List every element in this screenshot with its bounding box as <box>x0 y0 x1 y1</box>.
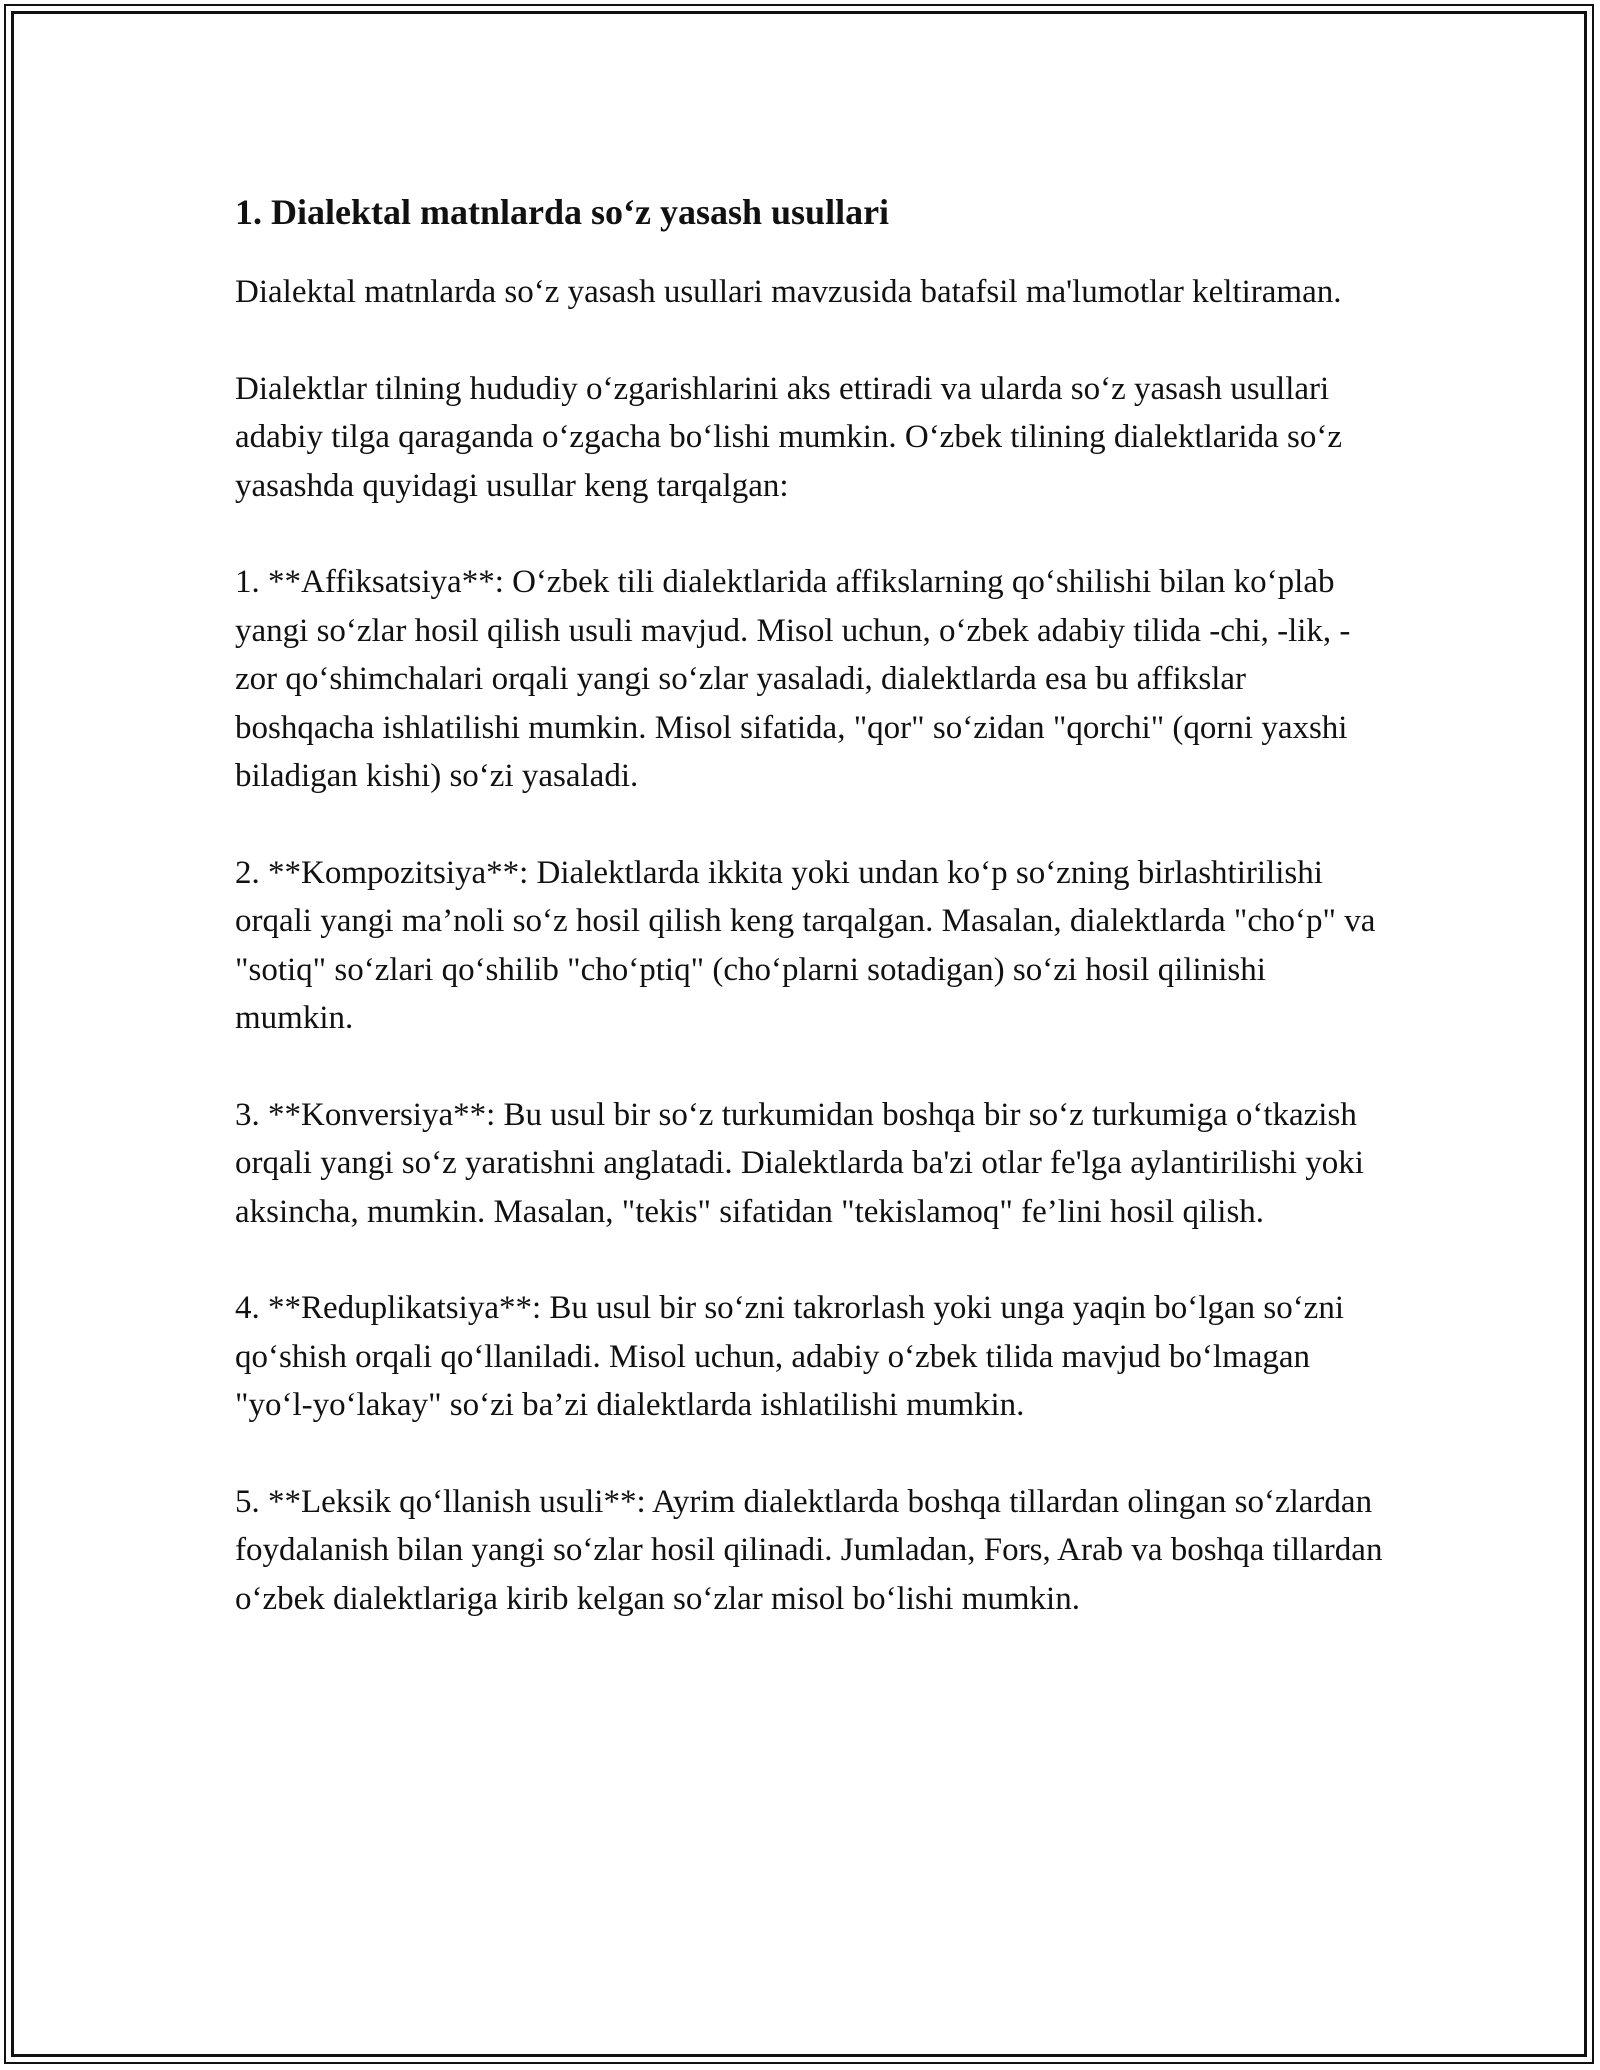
paragraph-leksik: 5. **Leksik qo‘llanish usuli**: Ayrim dialektlarda boshqa tillardan olingan so‘zlardan foydalanish bilan yangi so‘zlar hosil qilinadi. Jumladan, Fors, Arab va boshqa tillardan o‘zbek dialektlariga kirib kelgan so‘zlar misol bo‘lishi mumkin. <box>235 1483 1383 1617</box>
paragraph-affiksatsiya: 1. **Affiksatsiya**: O‘zbek tili dialektlarida affikslarning qo‘shilishi bilan ko‘plab yangi so‘zlar hosil qilish usuli mavjud. Misol uchun, o‘zbek adabiy tilida -chi, -lik, -zor qo‘shimchalari orqali yangi so‘zlar yasaladi, dialektlarda esa bu affikslar boshqacha ishlatilishi mumkin. Misol sifatida, "qor" so‘zidan "qorchi" (qorni yaxshi biladigan kishi) so‘zi yasaladi. <box>235 564 1351 794</box>
paragraph-intro: Dialektal matnlarda so‘z yasash usullari mavzusida batafsil ma'lumotlar keltiraman. <box>235 274 1342 310</box>
document-body <box>235 188 1385 1671</box>
paragraph-reduplikatsiya: 4. **Reduplikatsiya**: Bu usul bir so‘zni takrorlash yoki unga yaqin bo‘lgan so‘zni qo‘shish orqali qo‘llaniladi. Misol uchun, adabiy o‘zbek tilida mavjud bo‘lmagan "yo‘l-yo‘lakay" so‘zi ba’zi dialektlarda ishlatilishi mumkin. <box>235 1290 1344 1423</box>
paragraph-overview: Dialektlar tilning hududiy o‘zgarishlarini aks ettiradi va ularda so‘z yasash usullari adabiy tilga qaraganda o‘zgacha bo‘lishi mumkin. O‘zbek tilining dialektlarida so‘z yasashda quyidagi usullar keng tarqalgan: <box>235 370 1342 504</box>
paragraph-konversiya: 3. **Konversiya**: Bu usul bir so‘z turkumidan boshqa bir so‘z turkumiga o‘tkazish orqali yangi so‘z yaratishni anglatadi. Dialektlarda ba'zi otlar fe'lga aylantirilishi yoki aksincha, mumkin. Masalan, "tekis" sifatidan "tekislamoq" fe’lini hosil qilish. <box>235 1096 1364 1230</box>
paragraph-kompozitsiya: 2. **Kompozitsiya**: Dialektlarda ikkita yoki undan ko‘p so‘zning birlashtirilishi orqali yangi ma’noli so‘z hosil qilish keng tarqalgan. Masalan, dialektlarda "cho‘p" va "sotiq" so‘zlari qo‘shilib "cho‘ptiq" (cho‘plarni sotadigan) so‘zi hosil qilinishi mumkin. <box>235 854 1376 1036</box>
document-heading: 1. Dialektal matnlarda so‘z yasash usullari <box>235 192 890 232</box>
